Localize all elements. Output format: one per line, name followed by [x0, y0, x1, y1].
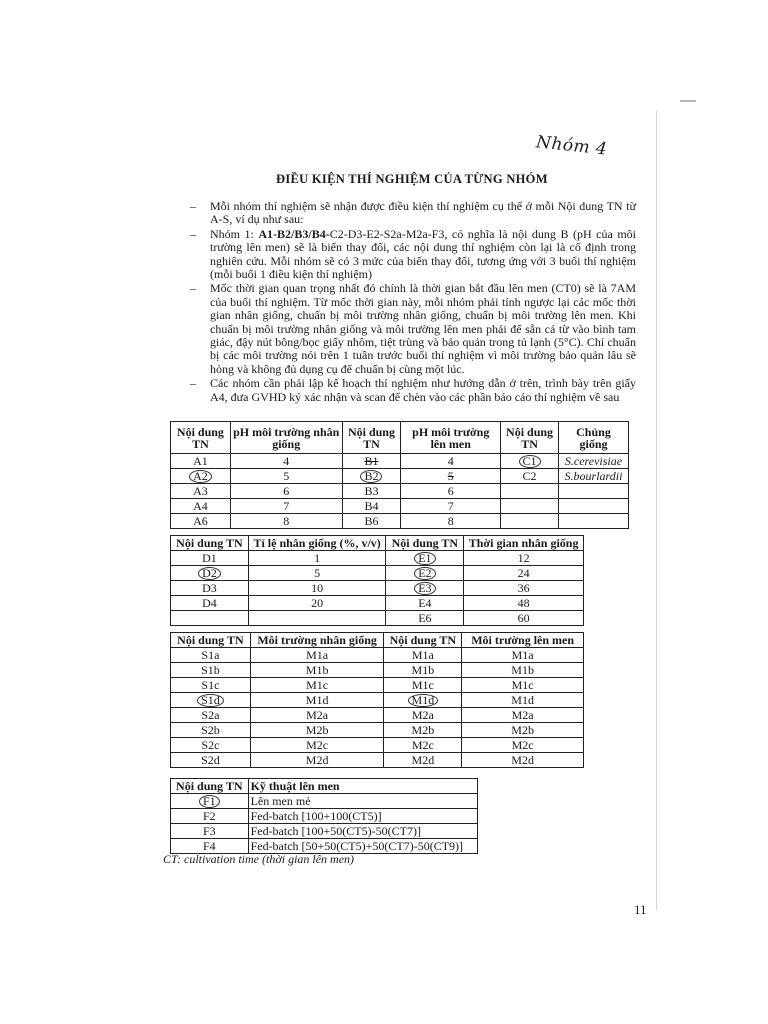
table-cell: [171, 611, 249, 626]
table-cell: M1a: [250, 648, 384, 663]
bullet-item: [190, 228, 636, 282]
table-cell: M1b: [384, 663, 462, 678]
table-cell: S2b: [171, 723, 251, 738]
table-cell: [558, 484, 628, 499]
table-cell: B6: [342, 514, 401, 529]
bullet-text: Mỗi nhóm thí nghiệm sẽ nhận được điều kiện thí nghiệm cụ thể ở mỗi Nội dung TN từ A-S, ví dụ như sau:: [210, 199, 636, 227]
table-cell: S1a: [171, 648, 251, 663]
table-cell: [384, 693, 462, 708]
table-header: Thời gian nhân giống: [464, 536, 584, 551]
table-cell: [171, 794, 249, 809]
table-cell: 4: [230, 454, 342, 469]
table-cell: M2a: [384, 708, 462, 723]
table-cell: [171, 566, 249, 581]
table-cell: [501, 514, 559, 529]
table-cell: S1c: [171, 678, 251, 693]
table-row: [171, 611, 584, 626]
table-cell: 8: [230, 514, 342, 529]
table-cell: [558, 499, 628, 514]
table-header-row: [171, 536, 584, 551]
table-cell: E4: [386, 596, 464, 611]
circled-value: E2: [414, 567, 435, 580]
table-header: Nội dung TN: [384, 633, 462, 648]
table-cell: [501, 499, 559, 514]
table-row: [171, 551, 584, 566]
table-cell: E6: [386, 611, 464, 626]
bullet-text: C2-D3-E2-S2a-M2a-F3, có nghĩa là nội dung B (pH của môi trường lên men) sẽ là biến thay đổi, các nội dung thí nghiệm còn lại là cố định trong nghiên cứu. Mỗi nhóm sẽ có 3 mức của biến thay đổi, tương ứng với 3 buổi thí nghiệm (mỗi buổi 1 điều kiện thí nghiệm): [210, 226, 636, 282]
table-cell: [501, 484, 559, 499]
struck-value: B1: [364, 453, 379, 468]
table-row: [171, 484, 629, 499]
table-header-row: [171, 422, 629, 454]
table-cell: M2c: [462, 738, 584, 753]
table-header: Môi trường nhân giống: [250, 633, 384, 648]
bullet-item: [190, 200, 636, 227]
table-cell: 4: [401, 454, 501, 469]
table-cell: B4: [342, 499, 401, 514]
table-cell: C2: [501, 469, 559, 484]
table-cell: M1d: [462, 693, 584, 708]
circled-value: F1: [199, 795, 220, 808]
table-cell: M2a: [462, 708, 584, 723]
table-header: Môi trường lên men: [462, 633, 584, 648]
bullet-text: Các nhóm cần phải lập kế hoạch thí nghiệm như hướng dẫn ở trên, trình bày trên giấy A4, đưa GVHD ký xác nhận và scan để chèn vào các phần báo cáo thí nghiệm về sau: [210, 376, 636, 404]
table-row: [171, 824, 478, 839]
table-cell: 24: [464, 566, 584, 581]
table-row: [171, 499, 629, 514]
table-cell: 48: [464, 596, 584, 611]
table-cell: [248, 611, 386, 626]
table-cell: [386, 566, 464, 581]
table-row: [171, 708, 584, 723]
table-cell: Fed-batch [50+50(CT5)+50(CT7)-50(CT9)]: [248, 839, 477, 854]
page-number: 11: [634, 902, 647, 917]
table-cell: 6: [230, 484, 342, 499]
table-row: [171, 454, 629, 469]
table-row: [171, 566, 584, 581]
table-header: Chủng giống: [558, 422, 628, 454]
table-cell: M2b: [462, 723, 584, 738]
table-cell: M1c: [384, 678, 462, 693]
table-row: [171, 753, 584, 768]
table-row: [171, 469, 629, 484]
table-cell: M2c: [384, 738, 462, 753]
circled-value: C1: [519, 455, 541, 468]
table-cell: 5: [248, 566, 386, 581]
table-cell: M2c: [250, 738, 384, 753]
table-row: [171, 794, 478, 809]
table-cell: 36: [464, 581, 584, 596]
table-header: Nội dung TN: [342, 422, 401, 454]
table-cell: S.cerevisiae: [558, 454, 628, 469]
bullet-bold: A1-B2/B3/B4-: [258, 226, 330, 241]
table-cell: M2a: [250, 708, 384, 723]
table-cell: M2d: [250, 753, 384, 768]
table-cell: M2b: [384, 723, 462, 738]
table-cell: 8: [401, 514, 501, 529]
table-cell: M1d: [250, 693, 384, 708]
table-row: [171, 514, 629, 529]
table-header: Nội dung TN: [171, 633, 251, 648]
table-header-row: [171, 633, 584, 648]
circled-value: D2: [198, 567, 221, 580]
table-header: Nội dung TN: [386, 536, 464, 551]
table-cell: [171, 693, 251, 708]
bullet-item: [190, 377, 636, 404]
page-edge-line: [656, 110, 657, 910]
table-row: [171, 648, 584, 663]
bullet-item: [190, 282, 636, 376]
table-cell: M1c: [462, 678, 584, 693]
table-cell: D3: [171, 581, 249, 596]
table-row: [171, 678, 584, 693]
table-cell: B3: [342, 484, 401, 499]
table-cell: A6: [171, 514, 231, 529]
table-cell: 20: [248, 596, 386, 611]
table-cell: 7: [230, 499, 342, 514]
table-header-row: [171, 779, 478, 794]
table-cell: 1: [248, 551, 386, 566]
bullet-prefix: Nhóm 1:: [210, 226, 259, 241]
table-cell: F3: [171, 824, 249, 839]
table-cell: [501, 454, 559, 469]
table-cell: [342, 454, 401, 469]
table-cell: D4: [171, 596, 249, 611]
bullet-text: Mốc thời gian quan trọng nhất đó chính là thời gian bắt đầu lên men (CT0) sẽ là 7AM của buổi thí nghiệm. Từ mốc thời gian này, mỗi nhóm phải tính ngược lại các mốc thời gian nhân giống, chuẩn bị môi trường nhân giống, chuẩn bị môi trường lên men. Khi chuẩn bị môi trường nhân giống và môi trường lên men phải để sẵn cá từ vào bình tam giác, đậy nút bông/bọc giấy nhôm, tiệt trùng và bảo quản trong tủ lạnh (5°C). Chỉ chuẩn bị các môi trường nói trên 1 tuần trước buổi thí nghiệm vì môi trường bảo quản lâu sẽ hỏng và không đủ dụng cụ để chuẩn bị cùng một lúc.: [210, 281, 636, 376]
table-cell: 7: [401, 499, 501, 514]
struck-value: 5: [447, 468, 454, 483]
instruction-list: [190, 200, 636, 405]
table-cell: Fed-batch [100+50(CT5)-50(CT7)]: [248, 824, 477, 839]
table-cell: 60: [464, 611, 584, 626]
table-cell: 10: [248, 581, 386, 596]
table-row: [171, 663, 584, 678]
table-header: Nội dung TN: [171, 422, 231, 454]
table-cell: S1b: [171, 663, 251, 678]
table-cell: M1b: [250, 663, 384, 678]
table-row: [171, 809, 478, 824]
circled-value: E1: [414, 552, 435, 565]
table-row: [171, 738, 584, 753]
table-cell: 6: [401, 484, 501, 499]
table-header: pH môi trường nhân giống: [230, 422, 342, 454]
table-row: [171, 693, 584, 708]
table-fermentation-technique: [170, 778, 478, 854]
circled-value: B2: [360, 470, 382, 483]
table-cell: A1: [171, 454, 231, 469]
table-cell: [401, 469, 501, 484]
circled-value: M1d: [408, 694, 439, 707]
table-cell: F4: [171, 839, 249, 854]
table-cell: S2a: [171, 708, 251, 723]
table-header: Nội dung TN: [171, 536, 249, 551]
table-cell: Lên men mẻ: [248, 794, 477, 809]
table-header: pH môi trường lên men: [401, 422, 501, 454]
circled-value: S1d: [197, 694, 224, 707]
table-ph-strain: [170, 421, 629, 529]
table-cell: M1a: [384, 648, 462, 663]
table-cell: M2b: [250, 723, 384, 738]
table-row: [171, 596, 584, 611]
table-row: [171, 581, 584, 596]
table-cell: M2d: [462, 753, 584, 768]
table-cell: F2: [171, 809, 249, 824]
table-cell: S.bourlardii: [558, 469, 628, 484]
table-inoculum: [170, 535, 584, 626]
table-header: Nội dung TN: [171, 779, 249, 794]
table-header: Nội dung TN: [501, 422, 559, 454]
table-cell: M1a: [462, 648, 584, 663]
table-cell: [171, 469, 231, 484]
circled-value: A2: [189, 470, 212, 483]
table-cell: A4: [171, 499, 231, 514]
table-header: Kỹ thuật lên men: [248, 779, 477, 794]
handwritten-group-note: Nhóm 4: [535, 132, 609, 160]
circled-value: E3: [414, 582, 435, 595]
table-cell: M2d: [384, 753, 462, 768]
table-cell: S2d: [171, 753, 251, 768]
table-cell: 12: [464, 551, 584, 566]
table-cell: [342, 469, 401, 484]
table-media: [170, 632, 584, 768]
table-row: [171, 723, 584, 738]
table-cell: M1c: [250, 678, 384, 693]
page-title: ĐIỀU KIỆN THÍ NGHIỆM CỦA TỪNG NHÓM: [276, 172, 548, 186]
scan-mark: [680, 100, 696, 102]
table-cell: A3: [171, 484, 231, 499]
table-cell: M1b: [462, 663, 584, 678]
table-cell: D1: [171, 551, 249, 566]
table-header: Tỉ lệ nhân giống (%, v/v): [248, 536, 386, 551]
table-caption: CT: cultivation time (thời gian lên men): [163, 852, 355, 866]
table-cell: S2c: [171, 738, 251, 753]
table-cell: [386, 581, 464, 596]
table-cell: Fed-batch [100+100(CT5)]: [248, 809, 477, 824]
table-cell: [558, 514, 628, 529]
table-cell: 5: [230, 469, 342, 484]
table-cell: [386, 551, 464, 566]
